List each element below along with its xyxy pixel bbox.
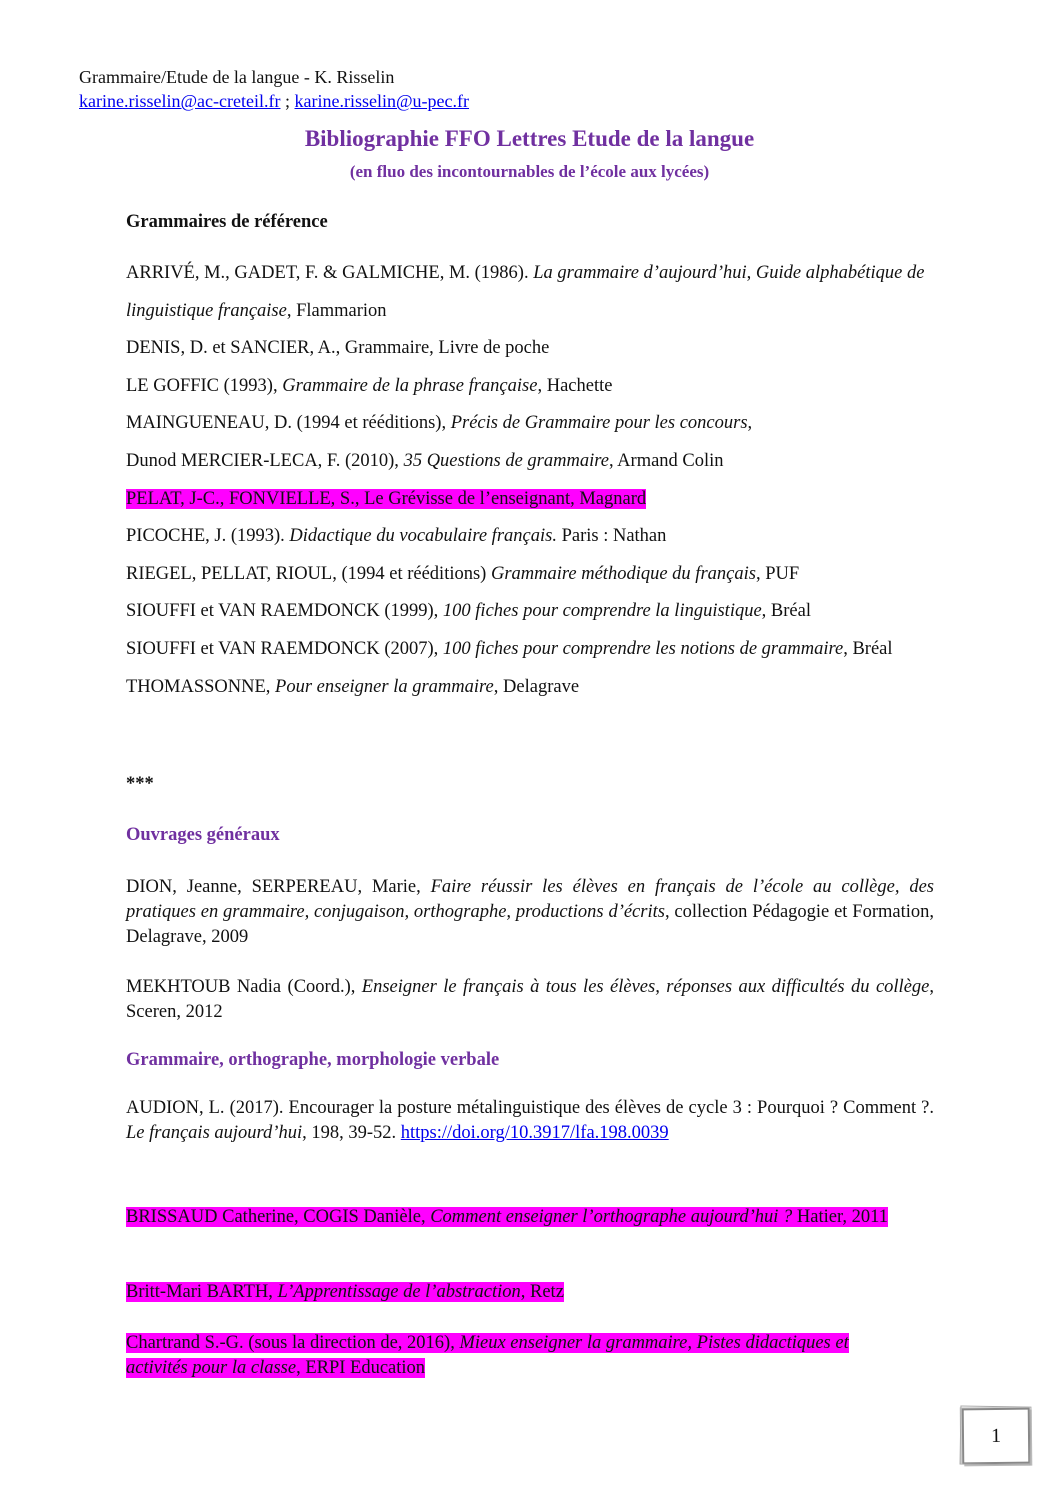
- entry-text: SIOUFFI et VAN RAEMDONCK (1999),: [126, 601, 443, 622]
- entry-title: La grammaire d’aujourd’hui: [533, 263, 747, 283]
- entry-text: Hatier, 2011: [792, 1207, 888, 1227]
- page-number: 1: [990, 1424, 1002, 1447]
- grammar-entry: [126, 1331, 866, 1381]
- email-link-creteil[interactable]: karine.risselin@ac-creteil.fr: [79, 91, 281, 111]
- entry-journal: Le français aujourd’hui: [126, 1123, 303, 1143]
- section-heading-reference: Grammaires de référence: [126, 212, 328, 232]
- entry-text: BRISSAUD Catherine, COGIS Danièle,: [126, 1207, 431, 1227]
- entry-text: DENIS, D. et SANCIER, A., Grammaire, Livre de poche: [126, 338, 550, 359]
- reference-entry: [126, 593, 938, 631]
- general-entry: [126, 975, 934, 1025]
- entry-text: , collection Pédagogie et Formation, Delagrave, 2009: [126, 902, 934, 947]
- grammar-entry: [126, 1205, 934, 1230]
- entry-text: , Bréal: [761, 601, 811, 622]
- entry-text: , Armand Colin: [608, 450, 724, 471]
- reference-entry: [126, 518, 938, 556]
- reference-entry: [126, 556, 938, 594]
- entry-title: Guide alphabétique de linguistique française: [126, 263, 925, 321]
- separator-stars: ***: [126, 774, 154, 794]
- entry-title: 100 fiches pour comprendre les notions de grammaire: [442, 638, 844, 659]
- entry-text: LE GOFFIC (1993),: [126, 375, 283, 396]
- entry-text: , Hachette: [537, 375, 613, 396]
- entry-title: Grammaire de la phrase française: [282, 375, 538, 396]
- page-title: Bibliographie FFO Lettres Etude de la langue: [304, 126, 755, 151]
- reference-entry: [126, 330, 938, 368]
- entry-text: , 198, 39-52.: [302, 1123, 401, 1143]
- entry-text: PICOCHE, J. (1993).: [126, 526, 290, 547]
- entry-title: Faire réussir les élèves en français de l’école au collège, des pratiques en grammaire, conjugaison, orthographe, productions d’écrits: [126, 877, 934, 922]
- doi-link[interactable]: https://doi.org/10.3917/lfa.198.0039: [400, 1123, 669, 1143]
- section-heading-general: Ouvrages généraux: [126, 825, 280, 845]
- entry-title: Didactique du vocabulaire français.: [289, 526, 557, 547]
- entry-title: Mieux enseigner la grammaire, Pistes didactiques et activités pour la classe: [126, 1333, 849, 1378]
- entry-text: Paris : Nathan: [556, 526, 667, 547]
- audion-entry: [126, 1096, 934, 1146]
- entry-title: Grammaire méthodique du français: [490, 563, 756, 584]
- entry-text: ,: [747, 413, 753, 434]
- reference-entry: [126, 631, 938, 669]
- entry-title: L’Apprentissage de l’abstraction: [277, 1282, 521, 1302]
- entry-title: 100 fiches pour comprendre la linguistique: [442, 601, 762, 622]
- entry-title: Précis de Grammaire pour les concours: [450, 413, 748, 434]
- email-separator: ;: [280, 91, 295, 111]
- entry-text: ,: [746, 263, 756, 283]
- entry-text: SIOUFFI et VAN RAEMDONCK (2007),: [126, 638, 443, 659]
- page-number-box: [962, 1408, 1031, 1465]
- reference-entry: [126, 405, 938, 443]
- entry-text: PELAT, J-C., FONVIELLE, S., Le Grévisse de l’enseignant, Magnard: [126, 488, 647, 509]
- reference-entry: [126, 443, 938, 481]
- entry-text: RIEGEL, PELLAT, RIOUL, (1994 et rééditions): [126, 563, 491, 584]
- email-link-upec[interactable]: karine.risselin@u-pec.fr: [294, 91, 470, 111]
- entry-title: Comment enseigner l’orthographe aujourd’hui ?: [430, 1207, 793, 1227]
- entry-title: 35 Questions de grammaire: [403, 450, 609, 471]
- entry-text: Britt-Mari BARTH,: [126, 1282, 278, 1302]
- entry-text: Dunod MERCIER-LECA, F. (2010),: [126, 450, 404, 471]
- entry-text: , Bréal: [843, 638, 893, 659]
- entry-text: MEKHTOUB Nadia (Coord.),: [126, 977, 362, 997]
- entry-text: , ERPI Education: [296, 1358, 426, 1378]
- entry-title: Enseigner le français à tous les élèves, réponses aux difficultés du collège: [361, 977, 930, 997]
- entry-text: , Sceren, 2012: [126, 977, 934, 1022]
- general-entry: [126, 875, 934, 950]
- entry-text: ARRIVÉ, M., GADET, F. & GALMICHE, M. (1986).: [126, 263, 534, 283]
- entry-text: THOMASSONNE,: [126, 676, 276, 697]
- entry-text: Chartrand S.-G. (sous la direction de, 2016),: [126, 1333, 460, 1353]
- header-emails: [79, 89, 469, 113]
- entry-text: , PUF: [755, 563, 800, 584]
- reference-entry: [126, 255, 938, 330]
- reference-entry: [126, 368, 938, 406]
- grammar-entry: [126, 1280, 934, 1305]
- reference-entry: [126, 481, 938, 519]
- page-subtitle: (en fluo des incontournables de l’école aux lycées): [349, 162, 710, 181]
- reference-list: [126, 255, 938, 706]
- header-author: Grammaire/Etude de la langue - K. Risselin: [79, 67, 395, 87]
- entry-text: MAINGUENEAU, D. (1994 et rééditions),: [126, 413, 451, 434]
- reference-entry: [126, 669, 938, 707]
- entry-text: , Retz: [520, 1282, 564, 1302]
- entry-text: DION, Jeanne, SERPEREAU, Marie,: [126, 877, 431, 897]
- section-heading-grammar: Grammaire, orthographe, morphologie verbale: [126, 1050, 500, 1070]
- entry-text: , Delagrave: [493, 676, 580, 697]
- entry-title: Pour enseigner la grammaire: [275, 676, 494, 697]
- entry-text: AUDION, L. (2017). Encourager la posture métalinguistique des élèves de cycle 3 : Pourquoi ? Comment ?.: [126, 1098, 934, 1118]
- entry-text: , Flammarion: [286, 300, 387, 321]
